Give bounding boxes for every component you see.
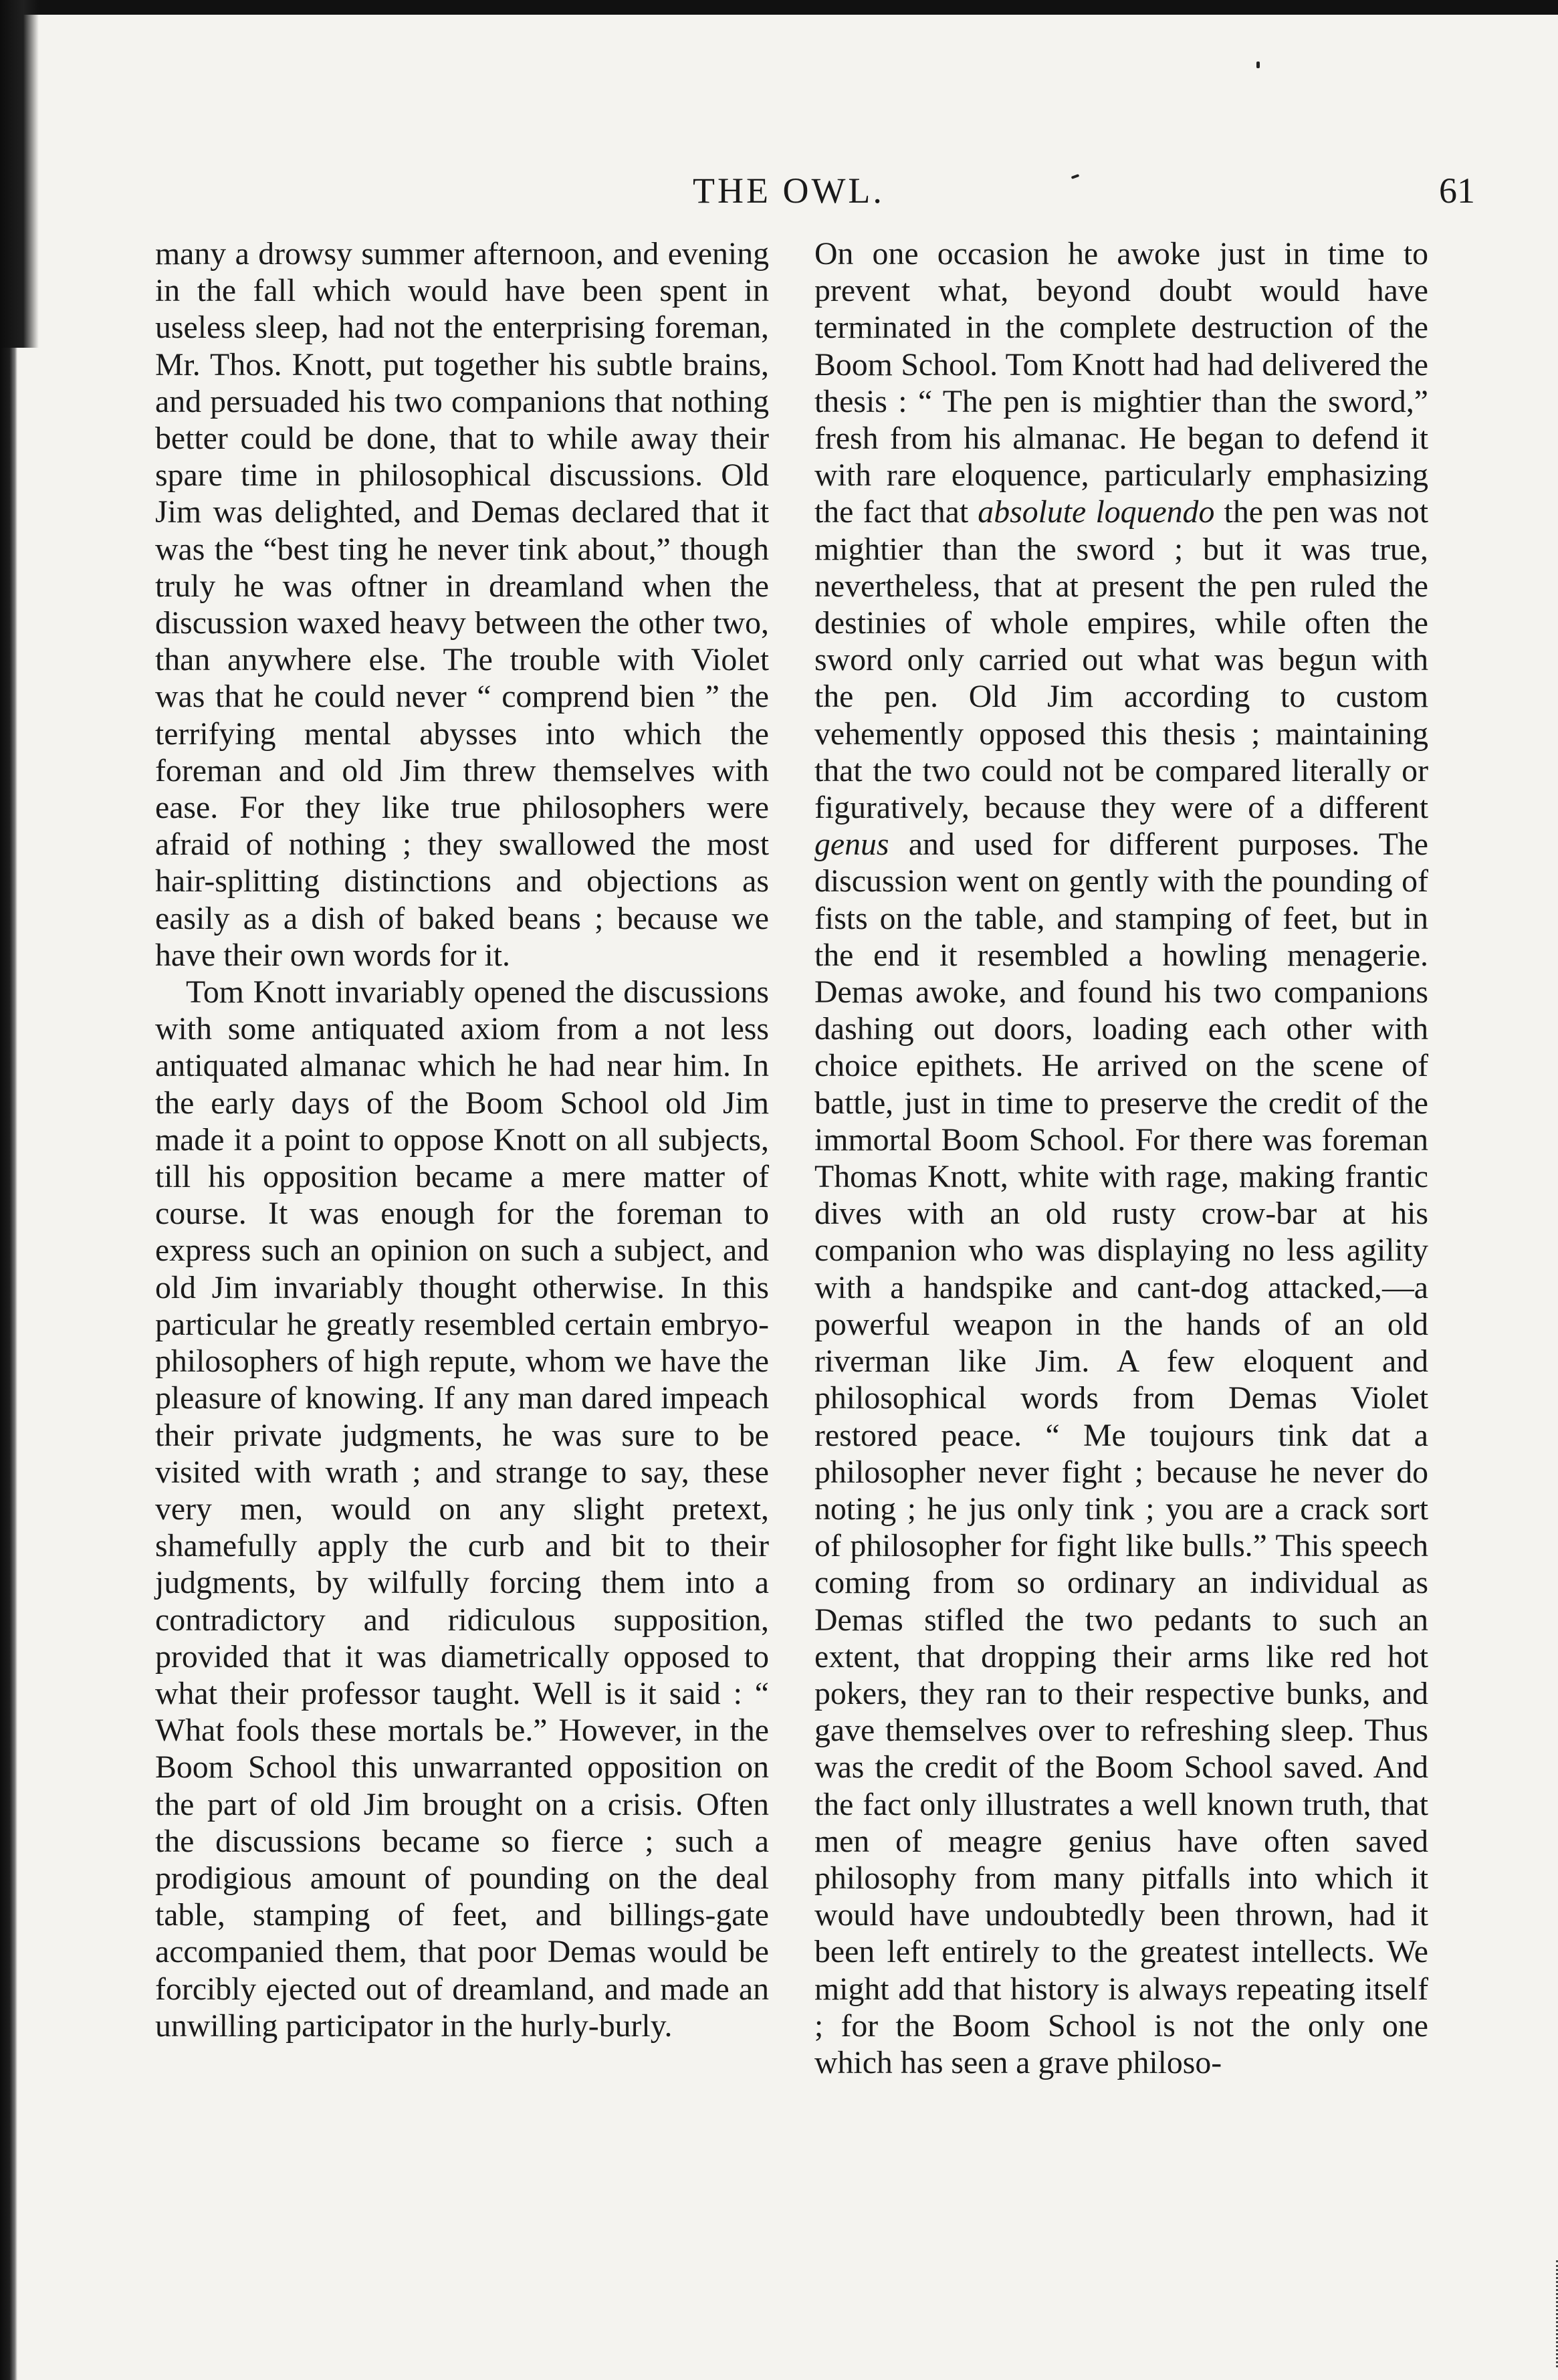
paragraph-text: On one occasion he awoke just in time to prevent what, beyond doubt would have terminated in the complete destruction of the Boom School. Tom Knott had had delivered the thesis : “ The pen is mightier than the sword,” fresh from his almanac. He began to defend it with rare eloquence, particularly emphasizing the fact that: [814, 236, 1428, 530]
paragraph-text: the pen was not mightier than the sword ; but it was true, nevertheless, that at present the pen ruled the destinies of whole empires, while often the sword only carried out what was begun with the pen. Old Jim according to custom vehemently opposed this thesis ; maintaining that the two could not be compared literally or figuratively, because they were of a different: [814, 494, 1428, 826]
page-number: 61: [1439, 171, 1475, 211]
page-header: [0, 167, 1558, 221]
italic-phrase: absolute loquendo: [978, 494, 1215, 530]
paragraph: Tom Knott invariably opened the discussions with some antiquated axiom from a not less antiquated almanac which he had near him. In the early days of the Boom School old Jim made it a point to oppose Knott on all subjects, till his opposition became a mere matter of course. It was enough for the foreman to express such an opinion on such a subject, and old Jim invariably thought otherwise. In this particular he greatly resembled certain embryo-philosophers of high repute, whom we have the pleasure of knowing. If any man dared impeach their private judgments, he was sure to be visited with wrath ; and strange to say, these very men, would on any slight pretext, shamefully apply the curb and bit to their judgments, by wilfully forcing them into a contradictory and ridiculous supposition, provided that it was diametrically opposed to what their professor taught. Well is it said : “ What fools these mortals be.” However, in the Boom School this unwarranted opposition on the part of old Jim brought on a crisis. Often the discussions became so fierce ; such a prodigious amount of pounding on the deal table, stamping of feet, and billings-gate accompanied them, that poor Demas would be forcibly ejected out of dreamland, and made an unwilling participator in the hurly-burly.: [155, 974, 769, 2044]
scan-top-border: [0, 0, 1558, 15]
scan-margin-marks: [1543, 2260, 1558, 2367]
scan-speck: [1256, 62, 1260, 68]
paragraph: [814, 235, 1428, 2081]
scan-left-border: [0, 0, 17, 2380]
italic-word: genus: [814, 827, 889, 863]
left-column: [155, 235, 769, 2044]
paragraph-text: and used for different purposes. The discussion went on gently with the pounding of fists on the table, and stamping of feet, but in the end it resembled a howling menagerie. Demas awoke, and found his two companions dashing out doors, loading each other with choice epithets. He arrived on the scene of battle, just in time to preserve the credit of the immortal Boom School. For there was foreman Thomas Knott, white with rage, making frantic dives with an old rusty crow-bar at his companion who was displaying no less agility with a handspike and cant-dog attacked,—a powerful weapon in the hands of an old riverman like Jim. A few eloquent and philosophical words from Demas Violet restored peace. “ Me toujours tink dat a philosopher never fight ; because he never do noting ; he jus only tink ; you are a crack sort of philosopher for fight like bulls.” This speech coming from so ordinary an individual as Demas stifled the two pedants to such an extent, that dropping their arms like red hot pokers, they ran to their respective bunks, and gave themselves over to refreshing sleep. Thus was the credit of the Boom School saved. And the fact only illustrates a well known truth, that men of meagre genius have often saved philosophy from many pitfalls into which it would have undoubtedly been thrown, had it been left entirely to the greatest intellects. We might add that history is always repeating itself ; for the Boom School is not the only one which has seen a grave philoso-: [814, 827, 1428, 2080]
paragraph: many a drowsy summer afternoon, and evening in the fall which would have been spent in useless sleep, had not the enterprising foreman, Mr. Thos. Knott, put together his subtle brains, and persuaded his two companions that nothing better could be done, that to while away their spare time in philosophical discussions. Old Jim was delighted, and Demas declared that it was the “best ting he never tink about,” though truly he was oftner in dreamland when the discussion waxed heavy between the other two, than anywhere else. The trouble with Violet was that he could never “ comprend bien ” the terrifying mental abysses into which the foreman and old Jim threw themselves with ease. For they like true philosophers were afraid of nothing ; they swallowed the most hair-splitting distinctions and objections as easily as a dish of baked beans ; because we have their own words for it.: [155, 236, 769, 973]
right-column: [814, 235, 1428, 2081]
running-title: THE OWL.: [693, 171, 885, 211]
